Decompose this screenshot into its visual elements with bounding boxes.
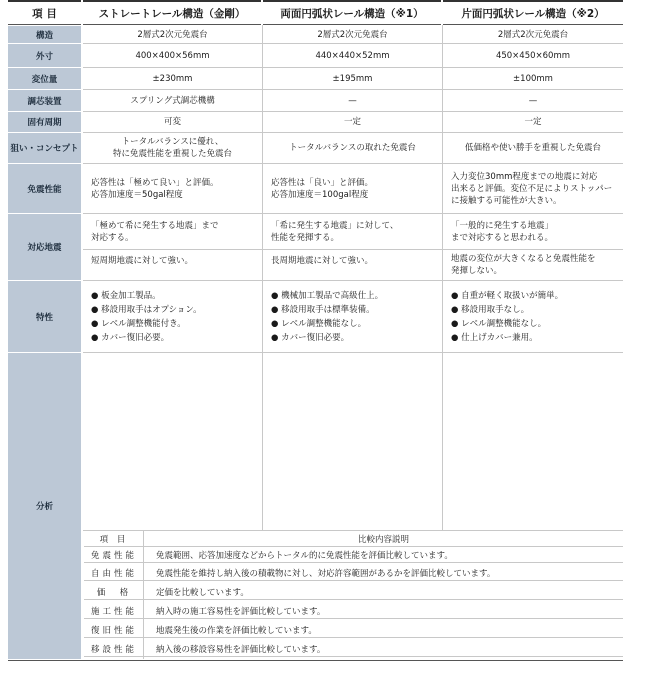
row-label-quake: 対応地震: [8, 214, 81, 281]
table-bottom-border: [8, 660, 623, 661]
feature-item: ● レベル調整機能付き。: [91, 318, 186, 329]
period-col1: 可変: [83, 112, 262, 133]
features-col1: [83, 281, 262, 353]
features-col2: [263, 281, 442, 353]
quake-col1-top: 「極めて希に発生する地震」まで 対応する。: [83, 214, 262, 250]
displacement-col1: ±230mm: [83, 68, 262, 90]
period-col2: 一定: [263, 112, 442, 133]
header-col2: [263, 0, 441, 25]
centering-col1: スプリング式調芯機構: [83, 90, 262, 112]
header-col2-label: 両面円弧状レール構造（※1）: [280, 7, 424, 20]
row-label-period: 固有周期: [8, 112, 81, 133]
quake-col2-bottom: 長周期地震に対して強い。: [263, 250, 442, 281]
legend-header-value: 比較内容説明: [357, 534, 409, 545]
feature-item: ● 板金加工製品。: [91, 290, 161, 301]
structure-col3: 2層式2次元免震台: [443, 26, 623, 44]
feature-item: ● カバー復旧必要。: [271, 332, 350, 343]
header-col3-label: 片面円弧状レール構造（※2）: [461, 7, 605, 20]
feature-item: ● 移設用取手なし。: [451, 304, 530, 315]
row-label-features: 特性: [8, 281, 81, 353]
quake-col3-bottom: 地震の変位が大きくなると免震性能を 発揮しない。: [443, 250, 623, 281]
legend-header-key: 項 目: [99, 534, 129, 545]
performance-col1: 応答性は「極めて良い」と評価。 応答加速度＝50gal程度: [83, 164, 262, 214]
quake-col1-bottom: 短周期地震に対して強い。: [83, 250, 262, 281]
dimensions-col2: 440×440×52mm: [263, 44, 442, 68]
row-label-performance: 免震性能: [8, 164, 81, 214]
feature-item: ● レベル調整機能なし。: [451, 318, 547, 329]
legend-row: 復旧性能 地震発生後の作業を評価比較しています。: [84, 622, 623, 638]
header-col1-label: ストレートレール構造（金剛）: [98, 7, 246, 20]
concept-col1: トータルバランスに優れ、 特に免震性能を重視した免震台: [83, 133, 262, 164]
feature-item: ● カバー復旧必要。: [91, 332, 170, 343]
header-item: [8, 0, 81, 25]
structure-col2: 2層式2次元免震台: [263, 26, 442, 44]
centering-col2: —: [263, 90, 442, 112]
legend-row: 免震性能 免震範囲、応答加速度などからトータル的に免震性能を評価比較しています。: [84, 547, 623, 563]
legend-row: 価 格 定価を比較しています。: [84, 584, 623, 600]
performance-col3: 入力変位30mm程度までの地震に対応 出来ると評価。変位不足によりストッパー に接触する可能性が大きい。: [443, 164, 623, 214]
feature-item: ● 仕上げカバー兼用。: [451, 332, 538, 343]
centering-col3: —: [443, 90, 623, 112]
legend-row: 移設性能 納入後の移設容易性を評価比較しています。: [84, 641, 623, 657]
legend-row: 施工性能 納入時の施工容易性を評価比較しています。: [84, 603, 623, 619]
row-label-structure: 構造: [8, 26, 81, 44]
feature-item: ● 機械加工製品で高級仕上。: [271, 290, 384, 301]
feature-item: ● 自重が軽く取扱いが簡単。: [451, 290, 564, 301]
feature-item: ● 移設用取手はオプション。: [91, 304, 202, 315]
header-col3: [443, 0, 623, 25]
row-label-displacement: 変位量: [8, 68, 81, 90]
legend-header: [84, 531, 623, 547]
row-label-centering: 調芯装置: [8, 90, 81, 112]
concept-col3: 低価格や使い勝手を重視した免震台: [443, 133, 623, 164]
feature-item: ● レベル調整機能なし。: [271, 318, 367, 329]
displacement-col2: ±195mm: [263, 68, 442, 90]
features-col3: [443, 281, 623, 353]
legend-divider: [143, 531, 144, 659]
quake-col3-top: 「一般的に発生する地震」 まで対応すると思われる。: [443, 214, 623, 250]
header-col1: [83, 0, 261, 25]
dimensions-col1: 400×400×56mm: [83, 44, 262, 68]
structure-col1: 2層式2次元免震台: [83, 26, 262, 44]
row-label-concept: 狙い・コンセプト: [8, 133, 81, 164]
period-col3: 一定: [443, 112, 623, 133]
header-item-label: 項 目: [32, 7, 57, 20]
quake-col2-top: 「希に発生する地震」に対して、 性能を発揮する。: [263, 214, 442, 250]
legend-row: 自由性能 免震性能を維持し納入後の積載物に対し、対応許容範囲があるかを評価比較しています。: [84, 565, 623, 581]
row-label-analysis: 分析: [8, 353, 81, 660]
performance-col2: 応答性は「良い」と評価。 応答加速度＝100gal程度: [263, 164, 442, 214]
row-label-dimensions: 外寸: [8, 44, 81, 68]
displacement-col3: ±100mm: [443, 68, 623, 90]
dimensions-col3: 450×450×60mm: [443, 44, 623, 68]
concept-col2: トータルバランスの取れた免震台: [263, 133, 442, 164]
feature-item: ● 移設用取手は標準装備。: [271, 304, 375, 315]
